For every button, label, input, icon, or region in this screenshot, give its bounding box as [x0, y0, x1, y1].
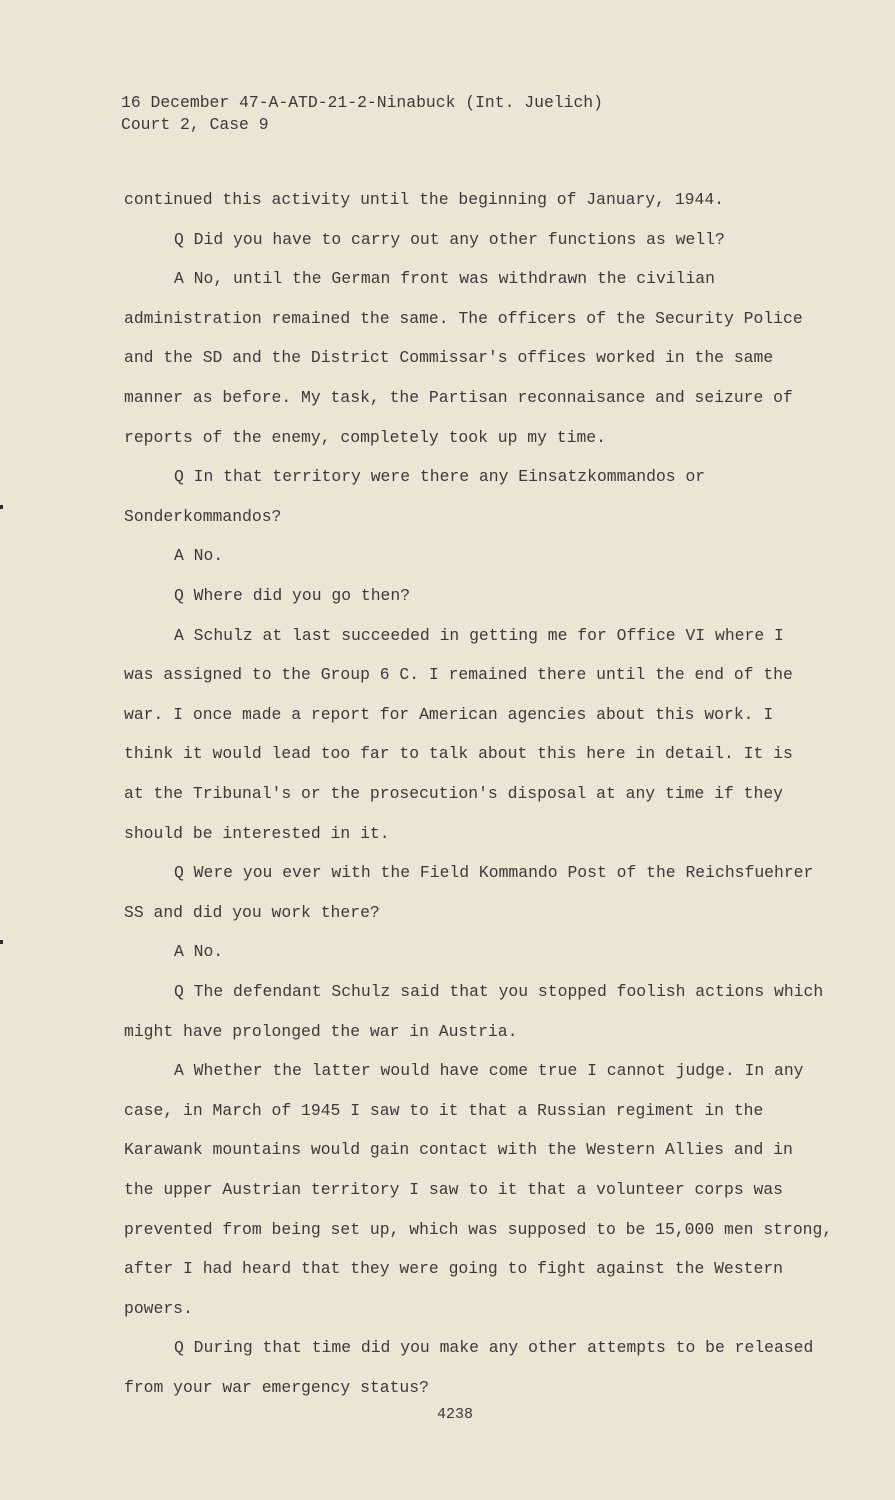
transcript-line: administration remained the same. The officers of the Security Police	[124, 308, 803, 328]
transcript-line: case, in March of 1945 I saw to it that a Russian regiment in the	[124, 1100, 764, 1120]
transcript-line: powers.	[124, 1298, 193, 1318]
transcript-line: Q Where did you go then?	[174, 586, 411, 605]
transcript-line: at the Tribunal's or the prosecution's disposal at any time if they	[124, 784, 784, 803]
transcript-line: after I had heard that they were going to fight against the Western	[124, 1259, 784, 1279]
transcript-line: prevented from being set up, which was supposed to be 15,000 men strong,	[124, 1219, 833, 1239]
document-header	[121, 92, 603, 136]
margin-mark	[0, 940, 3, 944]
transcript-line: A No, until the German front was withdrawn the civilian	[174, 269, 715, 289]
transcript-line: manner as before. My task, the Partisan reconnaisance and seizure of	[124, 388, 793, 407]
header-line-2: Court 2, Case 9	[121, 115, 269, 134]
transcript-line: Q Did you have to carry out any other functions as well?	[174, 229, 725, 249]
transcript-line: Karawank mountains would gain contact with the Western Allies and in	[124, 1140, 793, 1160]
margin-mark	[0, 505, 3, 509]
header-line-1: 16 December 47-A-ATD-21-2-Ninabuck (Int. Juelich)	[121, 93, 603, 112]
transcript-line: A No.	[174, 942, 224, 962]
transcript-line: Q The defendant Schulz said that you stopped foolish actions which	[174, 982, 824, 1001]
transcript-line: Q During that time did you make any other attempts to be released	[174, 1338, 814, 1358]
transcript-line: and the SD and the District Commissar's offices worked in the same	[124, 348, 774, 368]
page-number: 4238	[437, 1406, 474, 1423]
transcript-line: was assigned to the Group 6 C. I remained there until the end of the	[124, 665, 793, 685]
transcript-line: Q Were you ever with the Field Kommando Post of the Reichsfuehrer	[174, 863, 814, 883]
transcript-line: A Schulz at last succeeded in getting me for Office VI where I	[174, 625, 784, 645]
transcript-line: war. I once made a report for American agencies about this work. I	[124, 704, 774, 724]
transcript-line: from your war emergency status?	[124, 1378, 429, 1397]
transcript-line: reports of the enemy, completely took up my time.	[124, 427, 606, 447]
transcript-line: A No.	[174, 546, 224, 566]
transcript-line: Sonderkommandos?	[124, 506, 282, 526]
transcript-line: SS and did you work there?	[124, 902, 380, 922]
transcript-line: A Whether the latter would have come true I cannot judge. In any	[174, 1061, 804, 1081]
transcript-line: might have prolonged the war in Austria.	[124, 1021, 518, 1041]
transcript-line: the upper Austrian territory I saw to it that a volunteer corps was	[124, 1180, 784, 1199]
transcript-line: think it would lead too far to talk about this here in detail. It is	[124, 744, 793, 764]
transcript-line: should be interested in it.	[124, 823, 390, 843]
transcript-line: continued this activity until the beginning of January, 1944.	[124, 190, 724, 209]
transcript-line: Q In that territory were there any Einsatzkommandos or	[174, 467, 706, 487]
